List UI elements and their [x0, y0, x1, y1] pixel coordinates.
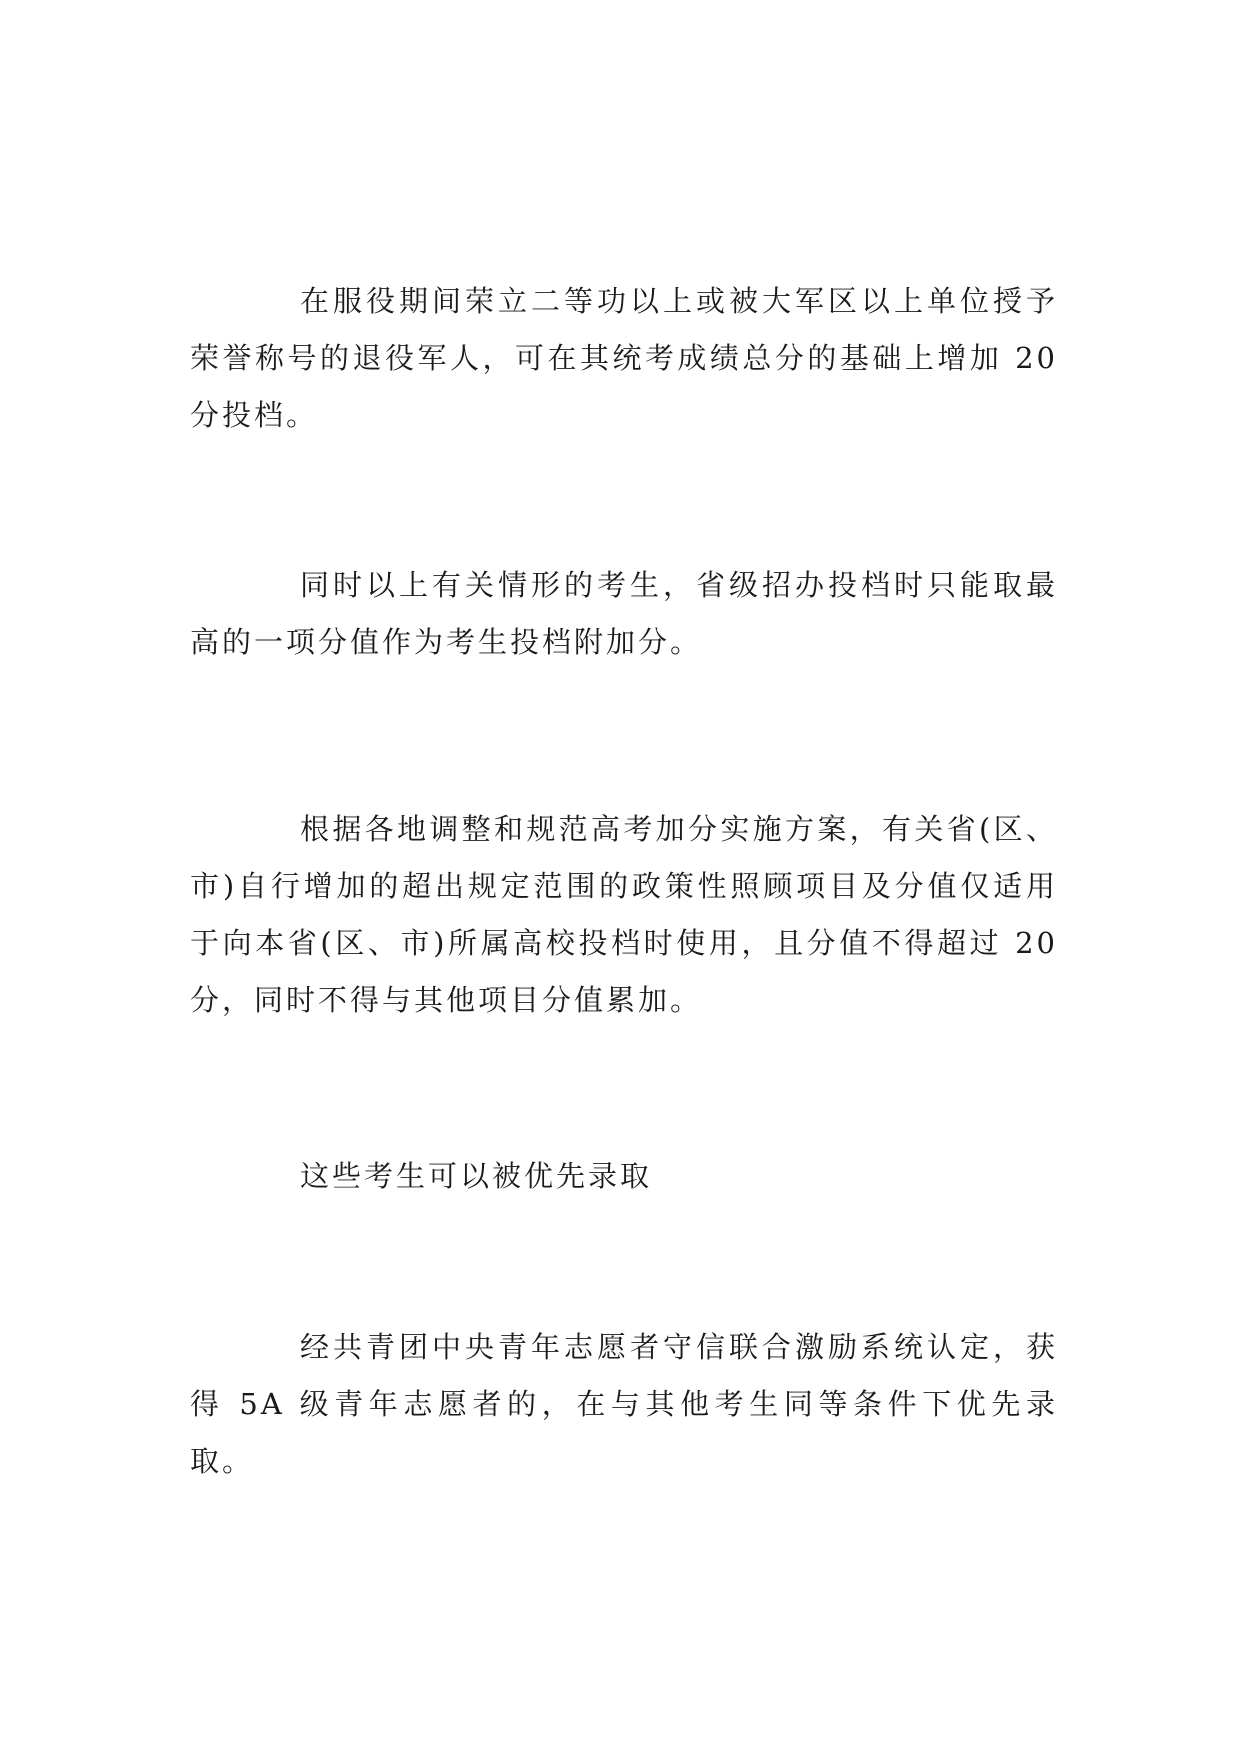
paragraph-volunteer-priority: 经共青团中央青年志愿者守信联合激励系统认定，获得 5A 级青年志愿者的，在与其他考生同等条件下优先录取。: [190, 1330, 1058, 1478]
paragraph-priority-heading: 这些考生可以被优先录取: [300, 1159, 653, 1193]
paragraph-veteran-bonus: 在服役期间荣立二等功以上或被大军区以上单位授予荣誉称号的退役军人，可在其统考成绩总分的基础上增加 20 分投档。: [190, 284, 1058, 432]
paragraph-highest-bonus: 同时以上有关情形的考生，省级招办投档时只能取最高的一项分值作为考生投档附加分。: [190, 568, 1058, 659]
paragraph-provincial-policy: 根据各地调整和规范高考加分实施方案，有关省(区、市)自行增加的超出规定范围的政策性照顾项目及分值仅适用于向本省(区、市)所属高校投档时使用，且分值不得超过 20 分，同时不得与其他项目分值累加。: [190, 812, 1058, 1017]
